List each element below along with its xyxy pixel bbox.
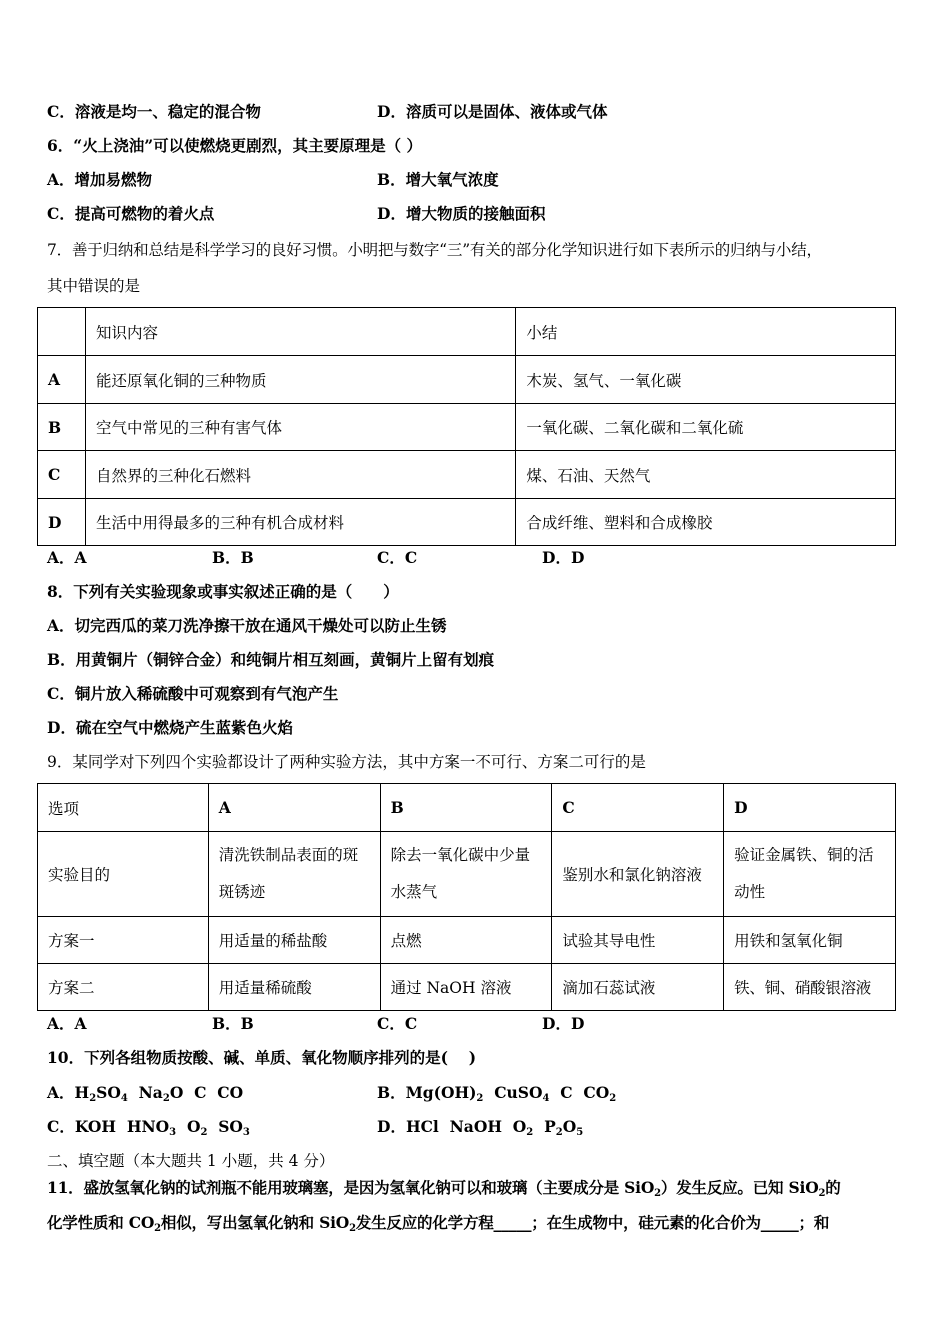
table-cell: B <box>38 404 86 451</box>
table-row <box>38 356 896 404</box>
formula: KOH <box>74 1117 117 1136</box>
cell-line: 验证金属铁、铜的活 <box>734 846 874 864</box>
text: ）发生反应。已知 SiO <box>660 1178 819 1197</box>
table-row <box>38 917 896 964</box>
table-cell: 鉴别水和氯化钠溶液 <box>552 832 724 917</box>
text: 化学性质和 CO <box>47 1213 155 1232</box>
q10-stem: 10．下列各组物质按酸、碱、单质、氧化物顺序排列的是( ) <box>47 1048 477 1067</box>
subscript: 2 <box>526 1127 534 1138</box>
subscript: 3 <box>169 1127 177 1138</box>
cell-line: 动性 <box>734 883 766 901</box>
q6-option-d: D．增大物质的接触面积 <box>377 204 546 223</box>
formula: C <box>194 1083 207 1102</box>
table-cell: 滴加石蕊试液 <box>552 964 724 1011</box>
q6-option-a: A．增加易燃物 <box>47 170 153 189</box>
cell-line: 斑锈迹 <box>218 883 266 901</box>
q9-answer-b: B．B <box>212 1014 254 1033</box>
q10-option-a <box>47 1083 243 1103</box>
table-cell <box>208 832 380 917</box>
formula: H <box>74 1083 90 1102</box>
formula: O <box>169 1083 184 1102</box>
table-cell: 一氧化碳、二氧化碳和二氧化硫 <box>516 404 896 451</box>
q9-answer-c: C．C <box>377 1014 418 1033</box>
subscript: 2 <box>555 1127 563 1138</box>
cell-line: 水蒸气 <box>390 883 438 901</box>
formula: C <box>560 1083 573 1102</box>
q10-option-d <box>377 1117 583 1137</box>
subscript: 2 <box>162 1093 170 1104</box>
table-cell: 方案二 <box>38 964 209 1011</box>
table-cell <box>38 308 86 356</box>
cell-line: 除去一氧化碳中少量 <box>390 846 531 864</box>
q7-stem-line2: 其中错误的是 <box>47 277 141 295</box>
option-label: D． <box>377 1117 406 1136</box>
formula: NaOH <box>449 1117 502 1136</box>
table-cell: C <box>38 451 86 499</box>
formula: CuSO <box>494 1083 543 1102</box>
q7-answer-d: D．D <box>542 548 585 567</box>
q5-option-c: C．溶液是均一、稳定的混合物 <box>47 102 261 121</box>
section-title: 二、填空题（本大题共 1 小题，共 4 分） <box>47 1152 335 1170</box>
table-header-cell: A <box>208 784 380 832</box>
option-label: A． <box>47 1083 75 1102</box>
formula: O <box>512 1117 527 1136</box>
formula: Mg(OH) <box>405 1083 477 1102</box>
q8-option-d: D．硫在空气中燃烧产生蓝紫色火焰 <box>47 718 293 737</box>
q9-stem: 9．某同学对下列四个实验都设计了两种实验方法，其中方案一不可行、方案二可行的是 <box>47 753 646 771</box>
table-header-cell: D <box>724 784 896 832</box>
table-header-cell: 知识内容 <box>85 308 515 356</box>
cell-line: 清洗铁制品表面的斑 <box>218 846 359 864</box>
table-cell: 通过 NaOH 溶液 <box>380 964 552 1011</box>
q7-table <box>37 307 896 546</box>
subscript: 2 <box>349 1223 356 1234</box>
q7-answer-a: A．A <box>47 548 87 567</box>
table-header-cell: C <box>552 784 724 832</box>
subscript: 2 <box>89 1093 97 1104</box>
table-header-cell: B <box>380 784 552 832</box>
text: 相似，写出氢氧化钠和 SiO <box>160 1213 350 1232</box>
text: 发生反应的化学方程_____；在生成物中，硅元素的化合价为_____；和 <box>355 1213 830 1232</box>
table-cell: 用适量的稀盐酸 <box>208 917 380 964</box>
table-header-cell: 小结 <box>516 308 896 356</box>
table-cell: 自然界的三种化石燃料 <box>85 451 515 499</box>
table-cell: A <box>38 356 86 404</box>
table-row <box>38 784 896 832</box>
q6-option-c: C．提高可燃物的着火点 <box>47 204 215 223</box>
q6-stem: 6．“火上浇油”可以使燃烧更剧烈，其主要原理是（ ） <box>47 136 423 155</box>
formula: O <box>562 1117 577 1136</box>
subscript: 2 <box>476 1093 484 1104</box>
subscript: 2 <box>654 1188 661 1199</box>
q8-stem: 8．下列有关实验现象或事实叙述正确的是（ ） <box>47 582 399 601</box>
text: 11．盛放氢氧化钠的试剂瓶不能用玻璃塞，是因为氢氧化钠可以和玻璃（主要成分是 SiO <box>47 1178 655 1197</box>
table-cell: 试验其导电性 <box>552 917 724 964</box>
subscript: 2 <box>609 1093 617 1104</box>
table-cell: 生活中用得最多的三种有机合成材料 <box>85 499 515 546</box>
table-cell: 铁、铜、硝酸银溶液 <box>724 964 896 1011</box>
table-cell <box>380 832 552 917</box>
table-cell: D <box>38 499 86 546</box>
table-header-cell: 选项 <box>38 784 209 832</box>
text: 的 <box>825 1178 841 1197</box>
q8-option-a: A．切完西瓜的菜刀洗净擦干放在通风干燥处可以防止生锈 <box>47 616 447 635</box>
table-cell: 木炭、氢气、一氧化碳 <box>516 356 896 404</box>
table-row <box>38 499 896 546</box>
table-cell: 方案一 <box>38 917 209 964</box>
table-row <box>38 832 896 917</box>
table-row <box>38 451 896 499</box>
q10-option-b <box>377 1083 616 1103</box>
table-cell: 用适量稀硫酸 <box>208 964 380 1011</box>
subscript: 5 <box>576 1127 584 1138</box>
subscript: 4 <box>120 1093 128 1104</box>
q10-option-c <box>47 1117 250 1137</box>
table-cell: 能还原氧化铜的三种物质 <box>85 356 515 404</box>
q5-option-d: D．溶质可以是固体、液体或气体 <box>377 102 608 121</box>
table-row <box>38 404 896 451</box>
table-row <box>38 308 896 356</box>
q6-option-b: B．增大氧气浓度 <box>377 170 499 189</box>
formula: HNO <box>126 1117 170 1136</box>
subscript: 2 <box>200 1127 208 1138</box>
formula: CO <box>217 1083 244 1102</box>
formula: SO <box>96 1083 121 1102</box>
table-row <box>38 964 896 1011</box>
q9-answer-a: A．A <box>47 1014 87 1033</box>
q9-table <box>37 783 896 1011</box>
formula: Na <box>138 1083 163 1102</box>
formula: SO <box>218 1117 243 1136</box>
q9-answer-d: D．D <box>542 1014 585 1033</box>
formula: CO <box>583 1083 610 1102</box>
subscript: 4 <box>542 1093 550 1104</box>
table-cell <box>724 832 896 917</box>
option-label: B． <box>377 1083 406 1102</box>
table-cell: 空气中常见的三种有害气体 <box>85 404 515 451</box>
table-cell: 煤、石油、天然气 <box>516 451 896 499</box>
q11-line2 <box>47 1213 829 1233</box>
q11-line1 <box>47 1178 841 1198</box>
subscript: 2 <box>154 1223 161 1234</box>
table-cell: 用铁和氢氧化铜 <box>724 917 896 964</box>
formula: O <box>186 1117 201 1136</box>
q7-answer-c: C．C <box>377 548 418 567</box>
option-label: C． <box>47 1117 75 1136</box>
q8-option-c: C．铜片放入稀硫酸中可观察到有气泡产生 <box>47 684 339 703</box>
formula: HCl <box>405 1117 439 1136</box>
table-cell: 合成纤维、塑料和合成橡胶 <box>516 499 896 546</box>
subscript: 2 <box>818 1188 826 1199</box>
q7-answer-b: B．B <box>212 548 254 567</box>
q8-option-b: B．用黄铜片（铜锌合金）和纯铜片相互刻画，黄铜片上留有划痕 <box>47 650 495 669</box>
table-cell: 实验目的 <box>38 832 209 917</box>
formula: P <box>544 1117 556 1136</box>
subscript: 3 <box>242 1127 250 1138</box>
q7-stem-line1: 7．善于归纳和总结是科学学习的良好习惯。小明把与数字“三”有关的部分化学知识进行如下表所示的归纳与小结， <box>47 241 822 259</box>
table-cell: 点燃 <box>380 917 552 964</box>
